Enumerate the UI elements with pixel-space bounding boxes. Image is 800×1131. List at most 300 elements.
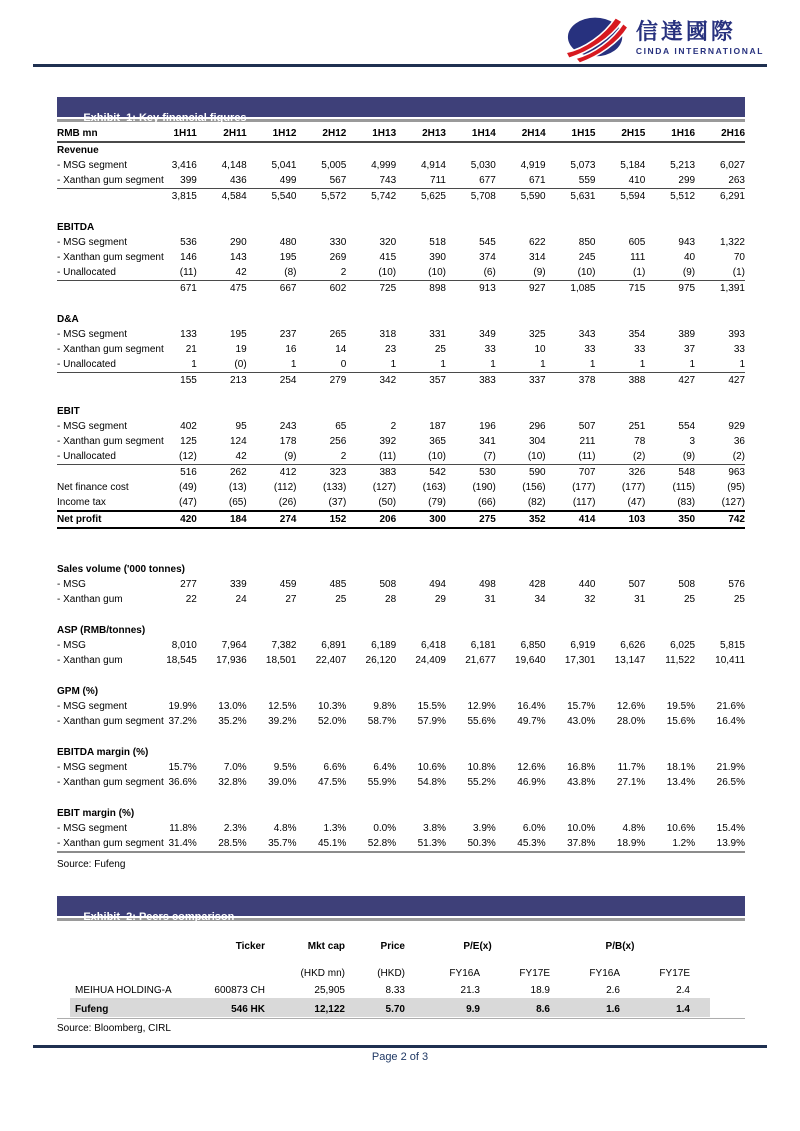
value-cell: 5,625 (396, 189, 446, 205)
value-cell: 12.6% (616, 701, 646, 712)
value-cell: (9) (284, 451, 297, 462)
value-cell: (177) (621, 482, 646, 493)
column-header-period: 1H13 (346, 125, 396, 142)
logo-text (636, 20, 764, 56)
value-cell (446, 790, 496, 806)
value-cell: 184 (197, 511, 247, 528)
value-cell (396, 388, 446, 404)
value-cell (247, 623, 297, 638)
value-cell: 963 (695, 465, 745, 481)
value-cell: 13,147 (614, 655, 646, 666)
value-cell (147, 204, 197, 220)
value-cell: 10,411 (715, 655, 745, 666)
value-cell (695, 729, 745, 745)
row-label (57, 790, 147, 806)
value-cell: (6) (483, 267, 496, 278)
value-cell (446, 404, 496, 419)
value-cell (446, 312, 496, 327)
value-cell: 1 (390, 359, 397, 370)
footer-rule (33, 1045, 767, 1048)
value-cell (546, 296, 596, 312)
value-cell (247, 204, 297, 220)
value-cell: 31 (484, 594, 496, 605)
value-cell (346, 142, 396, 158)
value-cell (446, 220, 496, 235)
value-cell: 350 (645, 511, 695, 528)
value-cell (247, 729, 297, 745)
row-label: Net finance cost (57, 482, 129, 493)
value-cell: 1 (191, 359, 197, 370)
value-cell (496, 745, 546, 760)
value-cell: 6,189 (371, 640, 397, 651)
value-cell (645, 684, 695, 699)
value-cell: (65) (228, 497, 247, 508)
value-cell: 8,010 (171, 640, 197, 651)
table-header-row (57, 125, 745, 142)
value-cell: 256 (329, 436, 347, 447)
value-cell: 1 (589, 359, 596, 370)
value-cell: 15.7% (567, 701, 596, 712)
value-cell: 16.4% (517, 701, 546, 712)
value-cell (247, 790, 297, 806)
value-cell (595, 404, 645, 419)
value-cell: 671 (147, 281, 197, 297)
row-label: - Xanthan gum segment (57, 436, 164, 447)
value-cell: 29 (434, 594, 446, 605)
value-cell (147, 388, 197, 404)
value-cell (595, 562, 645, 577)
row-label: - Xanthan gum segment (57, 716, 164, 727)
value-cell: 19.9% (168, 701, 197, 712)
value-cell: 548 (645, 465, 695, 481)
value-cell: 133 (180, 329, 197, 340)
value-cell (695, 806, 745, 821)
value-cell (346, 404, 396, 419)
section-label-row (57, 142, 745, 158)
value-cell: 559 (578, 175, 596, 186)
section-label-row (57, 562, 745, 577)
row-label: - MSG segment (57, 329, 128, 340)
value-cell (645, 388, 695, 404)
peers-group-header (70, 927, 192, 954)
value-cell (296, 729, 346, 745)
value-cell: 13.0% (218, 701, 247, 712)
value-cell: 1 (440, 359, 446, 370)
value-cell: 1 (540, 359, 546, 370)
value-cell (247, 296, 297, 312)
value-cell: 5,512 (645, 189, 695, 205)
value-cell (695, 296, 745, 312)
data-row (57, 449, 745, 465)
value-cell: 18.1% (666, 762, 696, 773)
value-cell: 480 (279, 237, 297, 248)
value-cell: 516 (147, 465, 197, 481)
value-cell (346, 220, 396, 235)
value-cell: 31 (634, 594, 646, 605)
value-cell: 677 (479, 175, 496, 186)
total-row (57, 281, 745, 297)
value-cell: 40 (683, 252, 696, 263)
value-cell (296, 528, 346, 562)
value-cell: (47) (179, 497, 197, 508)
value-cell: 2.3% (223, 823, 247, 834)
value-cell: 254 (247, 373, 297, 389)
value-cell (496, 668, 546, 684)
value-cell (247, 806, 297, 821)
value-cell (595, 790, 645, 806)
value-cell: 9.8% (373, 701, 397, 712)
value-cell: 374 (479, 252, 496, 263)
value-cell: 3 (689, 436, 696, 447)
value-cell (396, 607, 446, 623)
value-cell: 3.8% (423, 823, 446, 834)
row-label: - MSG segment (57, 762, 128, 773)
value-cell: 19.5% (666, 701, 696, 712)
value-cell: 15.5% (417, 701, 446, 712)
peers-sub-header: (HKD mn) (300, 968, 345, 979)
value-cell: 743 (379, 175, 397, 186)
row-label: - MSG segment (57, 421, 128, 432)
row-label: - Unallocated (57, 267, 116, 278)
value-cell (197, 404, 247, 419)
value-cell (247, 684, 297, 699)
value-cell: 269 (329, 252, 347, 263)
peers-sub-header: FY17E (659, 968, 690, 979)
value-cell: 428 (528, 579, 546, 590)
value-cell: 436 (229, 175, 247, 186)
row-label: EBITDA (57, 222, 95, 233)
row-label: - Xanthan gum (57, 594, 123, 605)
value-cell: 290 (229, 237, 247, 248)
value-cell: 325 (528, 329, 546, 340)
row-label: EBITDA margin (%) (57, 747, 149, 758)
value-cell (247, 607, 297, 623)
value-cell (496, 623, 546, 638)
value-cell: 975 (645, 281, 695, 297)
data-row (57, 699, 745, 714)
peers-value-cell: 1.6 (550, 998, 620, 1017)
value-cell: 274 (247, 511, 297, 528)
value-cell: 43.0% (567, 716, 596, 727)
value-cell (645, 562, 695, 577)
value-cell: (8) (284, 267, 297, 278)
value-cell (396, 312, 446, 327)
value-cell: 339 (229, 579, 247, 590)
value-cell: 34 (534, 594, 546, 605)
row-label: - MSG segment (57, 237, 128, 248)
value-cell: 35.2% (218, 716, 247, 727)
value-cell: 389 (678, 329, 696, 340)
value-cell: 17,936 (216, 655, 247, 666)
value-cell: 42 (235, 267, 247, 278)
value-cell: 393 (728, 329, 745, 340)
value-cell: 28 (385, 594, 397, 605)
value-cell: 13.9% (695, 836, 745, 852)
value-cell: (117) (572, 497, 596, 508)
value-cell (147, 312, 197, 327)
value-cell (197, 790, 247, 806)
value-cell: 279 (296, 373, 346, 389)
value-cell: 21 (185, 344, 197, 355)
peers-group-header: P/E(x) (463, 941, 492, 952)
value-cell (546, 745, 596, 760)
value-cell (197, 623, 247, 638)
row-label: - Xanthan gum segment (57, 777, 164, 788)
value-cell: (163) (422, 482, 446, 493)
value-cell (247, 312, 297, 327)
value-cell (147, 729, 197, 745)
value-cell: (82) (527, 497, 546, 508)
value-cell (396, 142, 446, 158)
peers-sub-header (70, 954, 192, 981)
value-cell (197, 388, 247, 404)
row-label (57, 388, 147, 404)
peers-sub-header (192, 954, 265, 981)
value-cell: (11) (578, 451, 596, 462)
value-cell: 25 (434, 344, 446, 355)
logo-english-name: CINDA INTERNATIONAL (635, 46, 764, 56)
value-cell: (47) (627, 497, 646, 508)
value-cell: 508 (678, 579, 696, 590)
value-cell (546, 404, 596, 419)
value-cell (296, 312, 346, 327)
data-row (57, 775, 745, 790)
value-cell (147, 790, 197, 806)
value-cell (546, 790, 596, 806)
value-cell: 70 (733, 252, 745, 263)
column-header-period: 1H14 (446, 125, 496, 142)
value-cell: 5,594 (595, 189, 645, 205)
row-label: - Unallocated (57, 359, 116, 370)
value-cell: 275 (446, 511, 496, 528)
value-cell (197, 729, 247, 745)
value-cell: 10 (534, 344, 546, 355)
value-cell: 383 (446, 373, 496, 389)
data-row (57, 821, 745, 836)
value-cell (695, 623, 745, 638)
value-cell (496, 404, 546, 419)
cinda-logo-mark-icon (565, 12, 629, 64)
value-cell: 37.2% (168, 716, 197, 727)
value-cell: 378 (546, 373, 596, 389)
value-cell (396, 220, 446, 235)
data-row (57, 653, 745, 668)
value-cell: 35.7% (247, 836, 297, 852)
value-cell (296, 388, 346, 404)
value-cell (496, 296, 546, 312)
value-cell: 494 (429, 579, 446, 590)
value-cell: 667 (247, 281, 297, 297)
peers-value-cell: 8.33 (385, 985, 405, 996)
value-cell: (156) (522, 482, 546, 493)
value-cell (197, 142, 247, 158)
value-cell (496, 204, 546, 220)
value-cell (296, 668, 346, 684)
value-cell (446, 607, 496, 623)
value-cell (346, 312, 396, 327)
data-row (57, 235, 745, 250)
value-cell (546, 607, 596, 623)
value-cell: 46.9% (517, 777, 546, 788)
value-cell: 155 (147, 373, 197, 389)
spacer-row (57, 607, 745, 623)
value-cell: (7) (483, 451, 496, 462)
value-cell (197, 684, 247, 699)
exhibit2-bottom-rule (57, 1018, 745, 1019)
value-cell: 206 (346, 511, 396, 528)
value-cell: 5,540 (247, 189, 297, 205)
value-cell (645, 668, 695, 684)
company-name: MEIHUA HOLDING-A (75, 985, 172, 996)
value-cell (645, 312, 695, 327)
value-cell (546, 668, 596, 684)
data-row (57, 714, 745, 729)
value-cell: 1.2% (645, 836, 695, 852)
value-cell (147, 296, 197, 312)
value-cell (496, 607, 546, 623)
value-cell (247, 562, 297, 577)
value-cell: 43.8% (567, 777, 596, 788)
value-cell (396, 296, 446, 312)
exhibit1-source: Source: Fufeng (57, 859, 126, 870)
value-cell: 7,382 (271, 640, 297, 651)
value-cell: 10.8% (467, 762, 496, 773)
value-cell: 349 (479, 329, 496, 340)
value-cell: 545 (479, 237, 496, 248)
value-cell (546, 220, 596, 235)
value-cell: 320 (379, 237, 397, 248)
value-cell: 742 (695, 511, 745, 528)
value-cell: 6,025 (670, 640, 696, 651)
value-cell (296, 562, 346, 577)
column-header-period: 1H11 (147, 125, 197, 142)
value-cell: 6,291 (695, 189, 745, 205)
value-cell (247, 745, 297, 760)
value-cell: 33 (733, 344, 745, 355)
value-cell: 36 (733, 436, 745, 447)
key-financial-figures-table (57, 125, 745, 853)
value-cell (446, 684, 496, 699)
section-label-row (57, 623, 745, 638)
value-cell: 25 (733, 594, 745, 605)
value-cell (446, 388, 496, 404)
column-header-period: 2H12 (296, 125, 346, 142)
value-cell: (10) (428, 267, 446, 278)
value-cell (496, 790, 546, 806)
value-cell: 337 (496, 373, 546, 389)
value-cell (247, 528, 297, 562)
value-cell (396, 668, 446, 684)
value-cell: (1) (732, 267, 745, 278)
value-cell: 5,005 (321, 160, 347, 171)
value-cell (296, 623, 346, 638)
value-cell (147, 528, 197, 562)
exhibit2-title-bar (57, 896, 745, 923)
value-cell: 12.9% (467, 701, 496, 712)
value-cell: 152 (296, 511, 346, 528)
value-cell: 16 (285, 344, 297, 355)
value-cell (595, 528, 645, 562)
peers-group-header: Mkt cap (307, 941, 345, 952)
value-cell: (10) (527, 451, 546, 462)
row-label: - MSG segment (57, 160, 128, 171)
peers-value-cell: 2.4 (676, 985, 690, 996)
value-cell (595, 312, 645, 327)
value-cell (396, 729, 446, 745)
row-label (57, 204, 147, 220)
value-cell: (10) (577, 267, 596, 278)
value-cell: 19,640 (515, 655, 546, 666)
value-cell: 485 (329, 579, 347, 590)
row-label: Revenue (57, 145, 99, 156)
value-cell: 2 (340, 267, 347, 278)
value-cell (546, 528, 596, 562)
value-cell (446, 668, 496, 684)
value-cell: 331 (429, 329, 446, 340)
value-cell: 4,919 (520, 160, 546, 171)
value-cell (645, 296, 695, 312)
value-cell: 124 (229, 436, 247, 447)
value-cell (197, 312, 247, 327)
value-cell (197, 562, 247, 577)
value-cell: 4,584 (197, 189, 247, 205)
value-cell (595, 388, 645, 404)
value-cell: 402 (180, 421, 197, 432)
value-cell: 22,407 (315, 655, 347, 666)
value-cell: 5,041 (271, 160, 297, 171)
value-cell: 187 (429, 421, 446, 432)
value-cell: 196 (479, 421, 496, 432)
value-cell: 1,322 (719, 237, 745, 248)
value-cell: 0.0% (373, 823, 397, 834)
value-cell (346, 607, 396, 623)
peers-value-cell: 2.6 (606, 985, 620, 996)
section-label-row (57, 404, 745, 419)
peers-filler (690, 927, 710, 954)
value-cell (546, 388, 596, 404)
value-cell: 530 (446, 465, 496, 481)
row-label: - Xanthan gum (57, 655, 123, 666)
section-label-row (57, 312, 745, 327)
value-cell: 6.0% (522, 823, 546, 834)
value-cell: 341 (479, 436, 496, 447)
value-cell: 213 (197, 373, 247, 389)
peers-sub-header: (HKD) (377, 968, 405, 979)
value-cell: (1) (633, 267, 646, 278)
value-cell: 18.9% (595, 836, 645, 852)
peers-filler (690, 998, 710, 1017)
data-row (57, 250, 745, 265)
column-header-period: 1H12 (247, 125, 297, 142)
value-cell (695, 312, 745, 327)
value-cell (695, 388, 745, 404)
value-cell: 725 (346, 281, 396, 297)
value-cell: 17,301 (564, 655, 596, 666)
row-label: D&A (57, 314, 79, 325)
peers-group-header: P/B(x) (605, 941, 635, 952)
value-cell: 18,545 (166, 655, 197, 666)
value-cell (695, 220, 745, 235)
value-cell: 410 (628, 175, 646, 186)
value-cell: 237 (279, 329, 297, 340)
row-label (57, 465, 147, 481)
value-cell: 459 (279, 579, 297, 590)
value-cell (645, 607, 695, 623)
spacer-row (57, 668, 745, 684)
row-label (57, 296, 147, 312)
spacer-row (57, 296, 745, 312)
value-cell (695, 607, 745, 623)
